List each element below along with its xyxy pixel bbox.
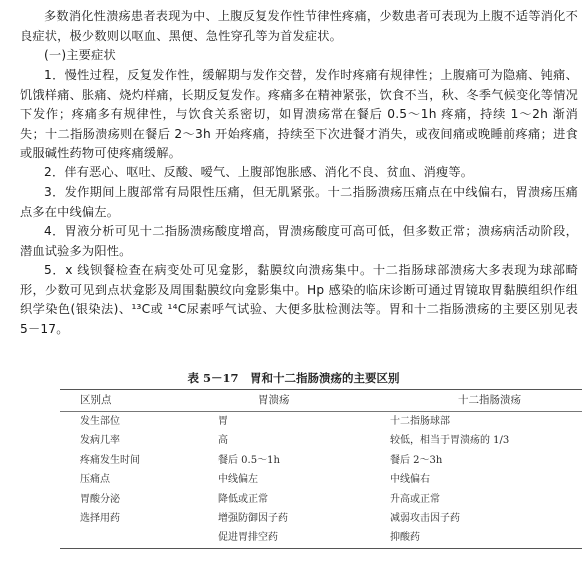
table-cell: 降低或正常 xyxy=(218,493,268,505)
table-row xyxy=(60,528,582,547)
section-heading: (一)主要症状 xyxy=(44,48,116,62)
symptom-paragraph-3: 3．发作期间上腹部常有局限性压痛，但无肌紧张。十二指肠溃疡压痛点在中线偏右，胃溃疡压痛点多在中线偏左。 xyxy=(20,185,578,219)
table-cell: 发病几率 xyxy=(80,435,120,447)
symptom-paragraph-1: 1．慢性过程，反复发作性，缓解期与发作交替，发作时疼痛有规律性；上腹痛可为隐痛、钝痛、饥饿样痛、胀痛、烧灼样痛，长期反复发作。疼痛多在精神紧张，饮食不当，秋、冬季气候变化等情况下发作；疼痛多有规律性，与饮食关系密切，如胃溃疡常在餐后 0.5～1h 疼痛，持续 1～2h 渐消失；十二指肠溃疡则在餐后 2～3h 开始疼痛，持续至下次进餐才消失，或夜间痛或晚睡前疼痛；进食或服碱性药物可使疼痛缓解。 xyxy=(20,68,578,160)
table-cell: 中线偏右 xyxy=(390,474,430,486)
table-cell: 选择用药 xyxy=(80,512,120,524)
table-cell: 减弱攻击因子药 xyxy=(390,512,460,524)
table-cell: 促进胃排空药 xyxy=(218,532,278,544)
intro-paragraph: 多数消化性溃疡患者表现为中、上腹反复发作性节律性疼痛，少数患者可表现为上腹不适等消化不良症状，极少数则以呕血、黑便、急性穿孔等为首发症状。 xyxy=(20,9,578,43)
table-bottom-rule xyxy=(60,548,582,549)
table-cell: 高 xyxy=(218,435,228,447)
table-row xyxy=(60,431,582,450)
symptom-paragraph-2: 2．伴有恶心、呕吐、反酸、嗳气、上腹部饱胀感、消化不良、贫血、消瘦等。 xyxy=(44,165,474,179)
table-cell: 升高或正常 xyxy=(390,493,440,505)
table-header-row xyxy=(60,390,582,411)
table-cell: 疼痛发生时间 xyxy=(80,454,140,466)
table-cell: 餐后 0.5～1h xyxy=(218,454,280,466)
symptom-paragraph-5: 5．x 线钡餐检查在病变处可见龛影，黏膜纹向溃疡集中。十二指肠球部溃疡大多表现为球部畸形，少数可见到点状龛影及周围黏膜纹向龛影集中。Hp 感染的临床诊断可通过胃镜取胃黏膜组织作组织学染色(银染法)、¹³C或 ¹⁴C尿素呼气试验、大便多肽检测法等。胃和十二指肠溃疡的主要区别见表 5－17。 xyxy=(20,263,578,336)
table-caption: 表 5－17 胃和十二指肠溃疡的主要区别 xyxy=(187,371,400,385)
table-cell: 抑酸药 xyxy=(390,532,420,544)
table-row xyxy=(60,451,582,470)
table-cell: 胃 xyxy=(218,416,228,427)
table-cell: 发生部位 xyxy=(80,416,120,427)
table-cell: 餐后 2～3h xyxy=(390,454,443,466)
comparison-table xyxy=(60,389,582,549)
table-row xyxy=(60,412,582,431)
header-cell: 胃溃疡 xyxy=(258,394,290,406)
table-cell: 十二指肠球部 xyxy=(390,416,450,427)
table-row xyxy=(60,490,582,509)
header-cell: 十二指肠溃疡 xyxy=(458,394,521,406)
table-cell xyxy=(60,528,180,547)
table-cell: 增强防御因子药 xyxy=(218,512,288,524)
symptom-paragraph-4: 4．胃液分析可见十二指肠溃疡酸度增高，胃溃疡酸度可高可低，但多数正常；溃疡病活动阶段，潜血试验多为阳性。 xyxy=(20,224,578,258)
table-cell: 中线偏左 xyxy=(218,474,258,486)
table-cell: 压痛点 xyxy=(80,474,110,486)
table-cell: 较低，相当于胃溃疡的 1/3 xyxy=(390,435,510,447)
header-cell: 区别点 xyxy=(80,394,112,406)
table-cell: 胃酸分泌 xyxy=(80,493,120,505)
table-row xyxy=(60,470,582,489)
table-row xyxy=(60,509,582,528)
